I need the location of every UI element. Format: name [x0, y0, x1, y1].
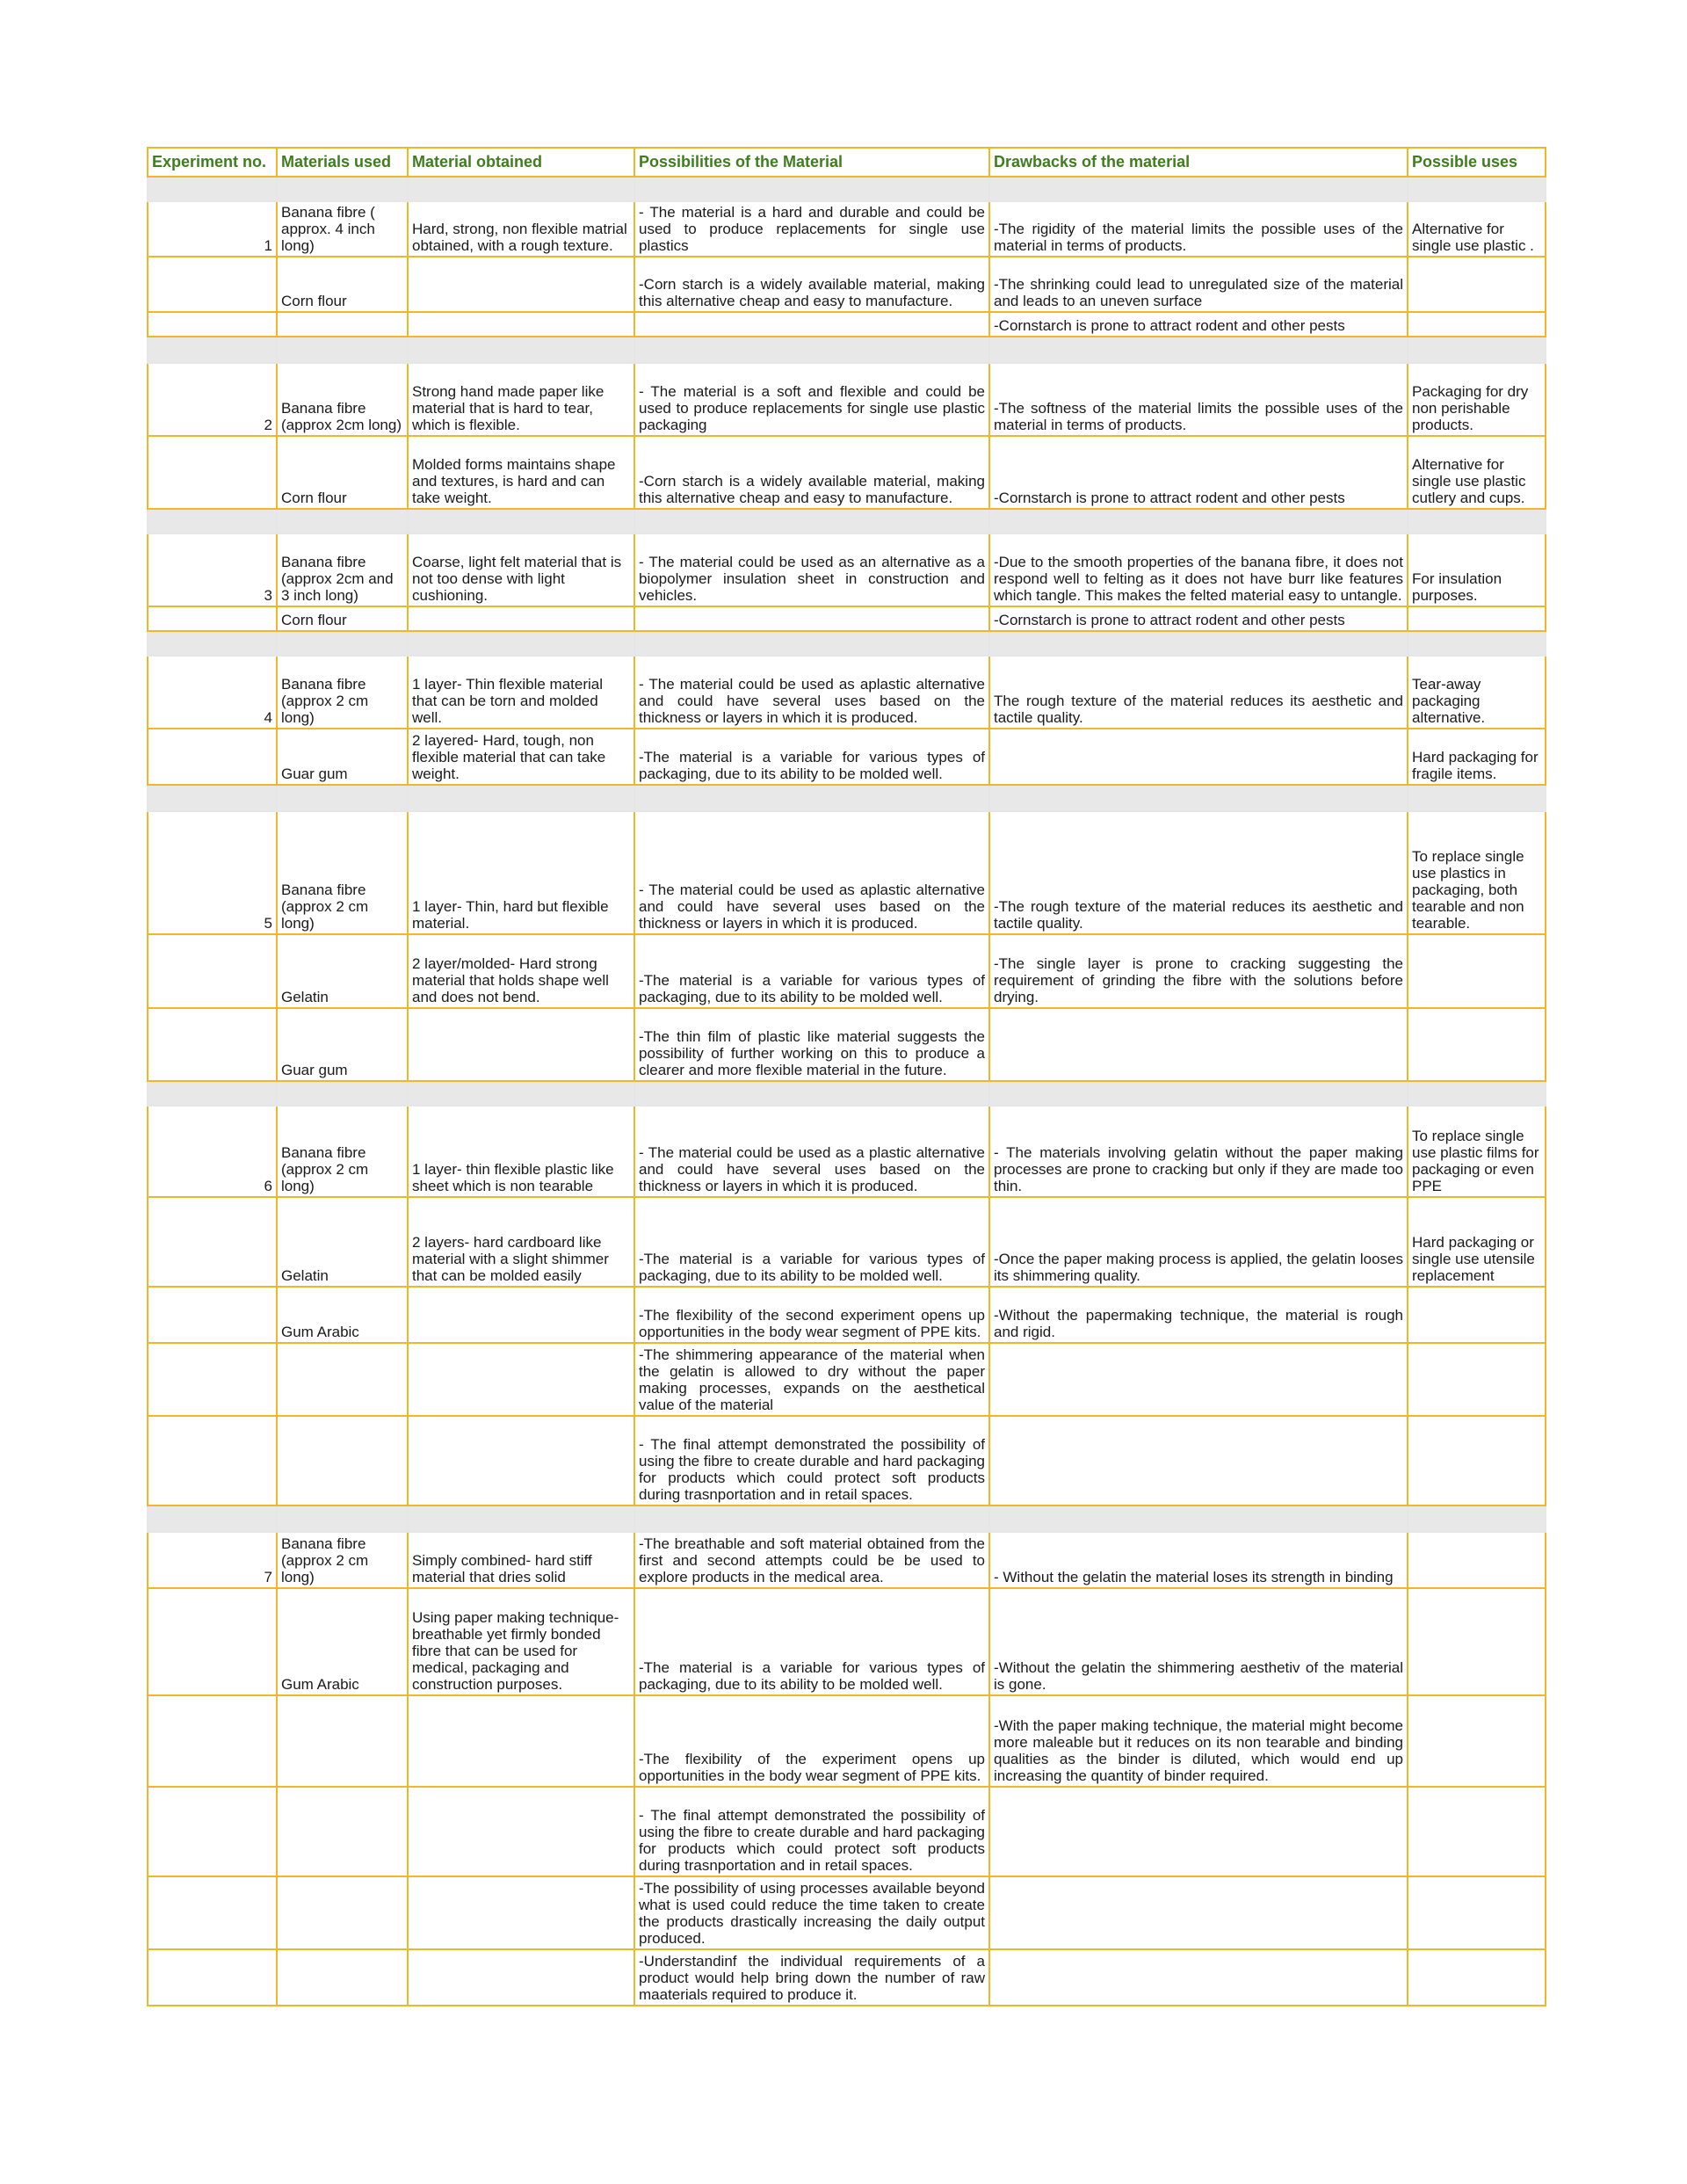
table-row — [148, 606, 1546, 631]
experiment-no-cell — [148, 312, 277, 337]
materials-used-cell: Corn flour — [277, 436, 408, 509]
possibilities-cell: - The material is a soft and flexible and could be used to produce replacements for single use plastic packaging — [634, 363, 989, 436]
separator-cell — [408, 509, 634, 533]
header-row — [148, 148, 1546, 177]
material-obtained-cell — [408, 1787, 634, 1876]
possible-uses-cell: Hard packaging for fragile items. — [1408, 729, 1546, 785]
possibilities-cell: -The material is a variable for various types of packaging, due to its ability to be molded well. — [634, 934, 989, 1008]
possibilities-cell: - The final attempt demonstrated the possibility of using the fibre to create durable and hard packaging for products which could protect soft products during trasnportation and in retail spaces. — [634, 1416, 989, 1506]
separator-cell — [1408, 509, 1546, 533]
separator-cell — [634, 1081, 989, 1106]
possible-uses-cell: Alternative for single use plastic cutlery and cups. — [1408, 436, 1546, 509]
table-row — [148, 656, 1546, 729]
drawbacks-cell: -Due to the smooth properties of the banana fibre, it does not respond well to felting as it does not have burr like features which tangle. This makes the felted material easy to untangle. — [989, 533, 1408, 606]
drawbacks-cell: -The single layer is prone to cracking suggesting the requirement of grinding the fibre with the solutions before drying. — [989, 934, 1408, 1008]
materials-used-cell: Guar gum — [277, 1008, 408, 1081]
material-obtained-cell: 1 layer- Thin flexible material that can be torn and molded well. — [408, 656, 634, 729]
header-experiment-no: Experiment no. — [148, 148, 277, 177]
possibilities-cell: -The possibility of using processes available beyond what is used could reduce the time taken to create the products drastically increasing the daily output produced. — [634, 1876, 989, 1949]
possibilities-cell: -Understandinf the individual requirements of a product would help bring down the number of raw maaterials required to produce it. — [634, 1949, 989, 2006]
possible-uses-cell — [1408, 1787, 1546, 1876]
separator-cell — [408, 1506, 634, 1532]
possibilities-cell: -The material is a variable for various types of packaging, due to its ability to be molded well. — [634, 1197, 989, 1287]
drawbacks-cell: -Cornstarch is prone to attract rodent and other pests — [989, 436, 1408, 509]
separator-cell — [408, 177, 634, 201]
material-obtained-cell — [408, 257, 634, 312]
separator-cell — [408, 631, 634, 656]
possibilities-cell: - The material could be used as an alternative as a biopolymer insulation sheet in construction and vehicles. — [634, 533, 989, 606]
separator-cell — [989, 509, 1408, 533]
separator-cell — [989, 1081, 1408, 1106]
separator-cell — [1408, 1081, 1546, 1106]
possible-uses-cell — [1408, 606, 1546, 631]
separator-cell — [408, 337, 634, 363]
material-obtained-cell: 1 layer- thin flexible plastic like sheet which is non tearable — [408, 1106, 634, 1197]
materials-used-cell: Corn flour — [277, 257, 408, 312]
possible-uses-cell — [1408, 1532, 1546, 1588]
table-row — [148, 312, 1546, 337]
possibilities-cell: -The flexibility of the experiment opens up opportunities in the body wear segment of PPE kits. — [634, 1695, 989, 1787]
separator-row — [148, 785, 1546, 811]
possibilities-cell: -The material is a variable for various types of packaging, due to its ability to be molded well. — [634, 729, 989, 785]
materials-used-cell: Banana fibre (approx 2cm and 3 inch long) — [277, 533, 408, 606]
table-row — [148, 811, 1546, 934]
experiment-no-cell — [148, 1287, 277, 1343]
material-obtained-cell: Using paper making technique- breathable yet firmly bonded fibre that can be used for medical, packaging and construction purposes. — [408, 1588, 634, 1695]
material-obtained-cell: 2 layered- Hard, tough, non flexible material that can take weight. — [408, 729, 634, 785]
experiment-no-cell — [148, 1197, 277, 1287]
separator-row — [148, 177, 1546, 201]
separator-cell — [1408, 177, 1546, 201]
materials-used-cell — [277, 1695, 408, 1787]
experiment-no-cell — [148, 606, 277, 631]
drawbacks-cell — [989, 1416, 1408, 1506]
table-row — [148, 1008, 1546, 1081]
separator-cell — [277, 509, 408, 533]
experiment-no-cell — [148, 257, 277, 312]
table-row — [148, 363, 1546, 436]
material-obtained-cell: 2 layer/molded- Hard strong material that holds shape well and does not bend. — [408, 934, 634, 1008]
material-obtained-cell: Molded forms maintains shape and textures, is hard and can take weight. — [408, 436, 634, 509]
separator-row — [148, 1506, 1546, 1532]
separator-cell — [1408, 1506, 1546, 1532]
separator-cell — [989, 337, 1408, 363]
table-row — [148, 729, 1546, 785]
material-obtained-cell — [408, 1949, 634, 2006]
material-obtained-cell — [408, 312, 634, 337]
possible-uses-cell — [1408, 1949, 1546, 2006]
possible-uses-cell — [1408, 934, 1546, 1008]
possible-uses-cell — [1408, 1287, 1546, 1343]
table-row — [148, 1588, 1546, 1695]
possibilities-cell: - The material could be used as aplastic alternative and could have several uses based on the thickness or layers in which it is produced. — [634, 656, 989, 729]
material-obtained-cell — [408, 1695, 634, 1787]
drawbacks-cell — [989, 1787, 1408, 1876]
possibilities-cell — [634, 606, 989, 631]
table-row — [148, 201, 1546, 257]
drawbacks-cell — [989, 1008, 1408, 1081]
experiment-no-cell: 7 — [148, 1532, 277, 1588]
table-body — [148, 148, 1546, 2006]
possibilities-cell: -The thin film of plastic like material suggests the possibility of further working on this to produce a clearer and more flexible material in the future. — [634, 1008, 989, 1081]
possibilities-cell: - The material could be used as a plastic alternative and could have several uses based on the thickness or layers in which it is produced. — [634, 1106, 989, 1197]
table-row — [148, 257, 1546, 312]
separator-cell — [634, 509, 989, 533]
table-row — [148, 1106, 1546, 1197]
experiment-no-cell — [148, 1416, 277, 1506]
material-obtained-cell — [408, 1287, 634, 1343]
drawbacks-cell — [989, 1343, 1408, 1416]
possibilities-cell: -The material is a variable for various types of packaging, due to its ability to be molded well. — [634, 1588, 989, 1695]
table-row — [148, 1416, 1546, 1506]
possibilities-cell — [634, 312, 989, 337]
experiment-no-cell — [148, 436, 277, 509]
possible-uses-cell — [1408, 1695, 1546, 1787]
drawbacks-cell — [989, 1876, 1408, 1949]
separator-cell — [277, 337, 408, 363]
material-obtained-cell — [408, 1343, 634, 1416]
drawbacks-cell: -Without the papermaking technique, the material is rough and rigid. — [989, 1287, 1408, 1343]
materials-used-cell: Gum Arabic — [277, 1588, 408, 1695]
separator-row — [148, 337, 1546, 363]
drawbacks-cell: -The rough texture of the material reduces its aesthetic and tactile quality. — [989, 811, 1408, 934]
drawbacks-cell: -Once the paper making process is applied, the gelatin looses its shimmering quality. — [989, 1197, 1408, 1287]
header-possibilities: Possibilities of the Material — [634, 148, 989, 177]
possibilities-cell: -Corn starch is a widely available material, making this alternative cheap and easy to manufacture. — [634, 257, 989, 312]
header-materials-used: Materials used — [277, 148, 408, 177]
drawbacks-cell: -With the paper making technique, the material might become more maleable but it reduces on its non tearable and binding qualities as the binder is diluted, which would end up increasing the quantity of binder required. — [989, 1695, 1408, 1787]
materials-used-cell: Banana fibre (approx 2 cm long) — [277, 811, 408, 934]
drawbacks-cell: - Without the gelatin the material loses its strength in binding — [989, 1532, 1408, 1588]
material-obtained-cell: Strong hand made paper like material that is hard to tear, which is flexible. — [408, 363, 634, 436]
drawbacks-cell: - The materials involving gelatin without the paper making processes are prone to cracking but only if they are made too thin. — [989, 1106, 1408, 1197]
table-row — [148, 436, 1546, 509]
possible-uses-cell — [1408, 1343, 1546, 1416]
materials-used-cell: Gum Arabic — [277, 1287, 408, 1343]
possible-uses-cell: To replace single use plastic films for packaging or even PPE — [1408, 1106, 1546, 1197]
possibilities-cell: - The material is a hard and durable and could be used to produce replacements for single use plastics — [634, 201, 989, 257]
separator-cell — [148, 509, 277, 533]
separator-cell — [634, 631, 989, 656]
experiment-no-cell — [148, 1588, 277, 1695]
possible-uses-cell — [1408, 257, 1546, 312]
separator-cell — [277, 631, 408, 656]
material-obtained-cell: 1 layer- Thin, hard but flexible material. — [408, 811, 634, 934]
separator-row — [148, 1081, 1546, 1106]
separator-cell — [634, 177, 989, 201]
materials-used-cell — [277, 1787, 408, 1876]
header-possible-uses: Possible uses — [1408, 148, 1546, 177]
separator-cell — [989, 1506, 1408, 1532]
possible-uses-cell — [1408, 1876, 1546, 1949]
table-row — [148, 1197, 1546, 1287]
experiment-no-cell: 5 — [148, 811, 277, 934]
materials-used-cell: Banana fibre (approx 2cm long) — [277, 363, 408, 436]
possibilities-cell: -The breathable and soft material obtained from the first and second attempts could be be used to explore products in the medical area. — [634, 1532, 989, 1588]
experiment-no-cell — [148, 1949, 277, 2006]
possible-uses-cell: Alternative for single use plastic . — [1408, 201, 1546, 257]
material-obtained-cell — [408, 606, 634, 631]
table-row — [148, 934, 1546, 1008]
separator-cell — [634, 785, 989, 811]
drawbacks-cell: -The softness of the material limits the possible uses of the material in terms of products. — [989, 363, 1408, 436]
possible-uses-cell: For insulation purposes. — [1408, 533, 1546, 606]
separator-cell — [408, 785, 634, 811]
possible-uses-cell — [1408, 1588, 1546, 1695]
separator-cell — [148, 1081, 277, 1106]
table-row — [148, 1532, 1546, 1588]
separator-cell — [1408, 337, 1546, 363]
materials-used-cell: Banana fibre ( approx. 4 inch long) — [277, 201, 408, 257]
drawbacks-cell — [989, 729, 1408, 785]
table-row — [148, 1287, 1546, 1343]
table-row — [148, 1343, 1546, 1416]
separator-cell — [277, 1506, 408, 1532]
drawbacks-cell: -The shrinking could lead to unregulated size of the material and leads to an uneven surface — [989, 257, 1408, 312]
header-material-obtained: Material obtained — [408, 148, 634, 177]
table-row — [148, 533, 1546, 606]
experiment-no-cell — [148, 1787, 277, 1876]
drawbacks-cell: -The rigidity of the material limits the possible uses of the material in terms of products. — [989, 201, 1408, 257]
possible-uses-cell: To replace single use plastics in packaging, both tearable and non tearable. — [1408, 811, 1546, 934]
table-row — [148, 1876, 1546, 1949]
separator-cell — [277, 1081, 408, 1106]
drawbacks-cell — [989, 1949, 1408, 2006]
material-obtained-cell — [408, 1008, 634, 1081]
table-row — [148, 1695, 1546, 1787]
materials-used-cell: Gelatin — [277, 1197, 408, 1287]
drawbacks-cell: -Cornstarch is prone to attract rodent and other pests — [989, 606, 1408, 631]
materials-used-cell — [277, 1416, 408, 1506]
material-obtained-cell: Coarse, light felt material that is not too dense with light cushioning. — [408, 533, 634, 606]
materials-used-cell: Guar gum — [277, 729, 408, 785]
experiment-no-cell: 1 — [148, 201, 277, 257]
experiment-no-cell — [148, 1695, 277, 1787]
header-drawbacks: Drawbacks of the material — [989, 148, 1408, 177]
table-row — [148, 1787, 1546, 1876]
experiment-no-cell: 2 — [148, 363, 277, 436]
separator-cell — [989, 177, 1408, 201]
materials-used-cell — [277, 1876, 408, 1949]
separator-cell — [148, 1506, 277, 1532]
separator-cell — [634, 337, 989, 363]
material-obtained-cell: Hard, strong, non flexible matrial obtained, with a rough texture. — [408, 201, 634, 257]
table-row — [148, 1949, 1546, 2006]
possibilities-cell: -The shimmering appearance of the material when the gelatin is allowed to dry without the paper making processes, expands on the aesthetical value of the material — [634, 1343, 989, 1416]
experiment-no-cell: 4 — [148, 656, 277, 729]
experiment-no-cell — [148, 934, 277, 1008]
experiment-no-cell — [148, 1876, 277, 1949]
possible-uses-cell: Packaging for dry non perishable products. — [1408, 363, 1546, 436]
separator-cell — [277, 177, 408, 201]
material-obtained-cell — [408, 1876, 634, 1949]
possible-uses-cell: Tear-away packaging alternative. — [1408, 656, 1546, 729]
separator-cell — [148, 631, 277, 656]
separator-cell — [634, 1506, 989, 1532]
possibilities-cell: -The flexibility of the second experiment opens up opportunities in the body wear segment of PPE kits. — [634, 1287, 989, 1343]
separator-cell — [989, 631, 1408, 656]
separator-cell — [1408, 785, 1546, 811]
materials-used-cell: Banana fibre (approx 2 cm long) — [277, 1106, 408, 1197]
materials-used-cell: Corn flour — [277, 606, 408, 631]
materials-used-cell — [277, 312, 408, 337]
materials-used-cell: Banana fibre (approx 2 cm long) — [277, 656, 408, 729]
possible-uses-cell — [1408, 312, 1546, 337]
materials-used-cell: Gelatin — [277, 934, 408, 1008]
possibilities-cell: -Corn starch is a widely available material, making this alternative cheap and easy to manufacture. — [634, 436, 989, 509]
separator-row — [148, 631, 1546, 656]
separator-cell — [148, 785, 277, 811]
material-obtained-cell: 2 layers- hard cardboard like material with a slight shimmer that can be molded easily — [408, 1197, 634, 1287]
material-obtained-cell — [408, 1416, 634, 1506]
possible-uses-cell — [1408, 1008, 1546, 1081]
drawbacks-cell: -Cornstarch is prone to attract rodent and other pests — [989, 312, 1408, 337]
possibilities-cell: - The material could be used as aplastic alternative and could have several uses based on the thickness or layers in which it is produced. — [634, 811, 989, 934]
separator-cell — [277, 785, 408, 811]
experiment-no-cell — [148, 1343, 277, 1416]
possible-uses-cell: Hard packaging or single use utensile replacement — [1408, 1197, 1546, 1287]
separator-cell — [1408, 631, 1546, 656]
drawbacks-cell: The rough texture of the material reduces its aesthetic and tactile quality. — [989, 656, 1408, 729]
possible-uses-cell — [1408, 1416, 1546, 1506]
possibilities-cell: - The final attempt demonstrated the possibility of using the fibre to create durable and hard packaging for products which could protect soft products during trasnportation and in retail spaces. — [634, 1787, 989, 1876]
separator-cell — [148, 177, 277, 201]
separator-cell — [989, 785, 1408, 811]
separator-cell — [408, 1081, 634, 1106]
experiment-table — [147, 147, 1546, 2006]
separator-row — [148, 509, 1546, 533]
experiment-no-cell: 6 — [148, 1106, 277, 1197]
materials-used-cell: Banana fibre (approx 2 cm long) — [277, 1532, 408, 1588]
experiment-no-cell: 3 — [148, 533, 277, 606]
material-obtained-cell: Simply combined- hard stiff material that dries solid — [408, 1532, 634, 1588]
materials-used-cell — [277, 1343, 408, 1416]
materials-used-cell — [277, 1949, 408, 2006]
drawbacks-cell: -Without the gelatin the shimmering aesthetiv of the material is gone. — [989, 1588, 1408, 1695]
experiment-no-cell — [148, 1008, 277, 1081]
separator-cell — [148, 337, 277, 363]
experiment-no-cell — [148, 729, 277, 785]
